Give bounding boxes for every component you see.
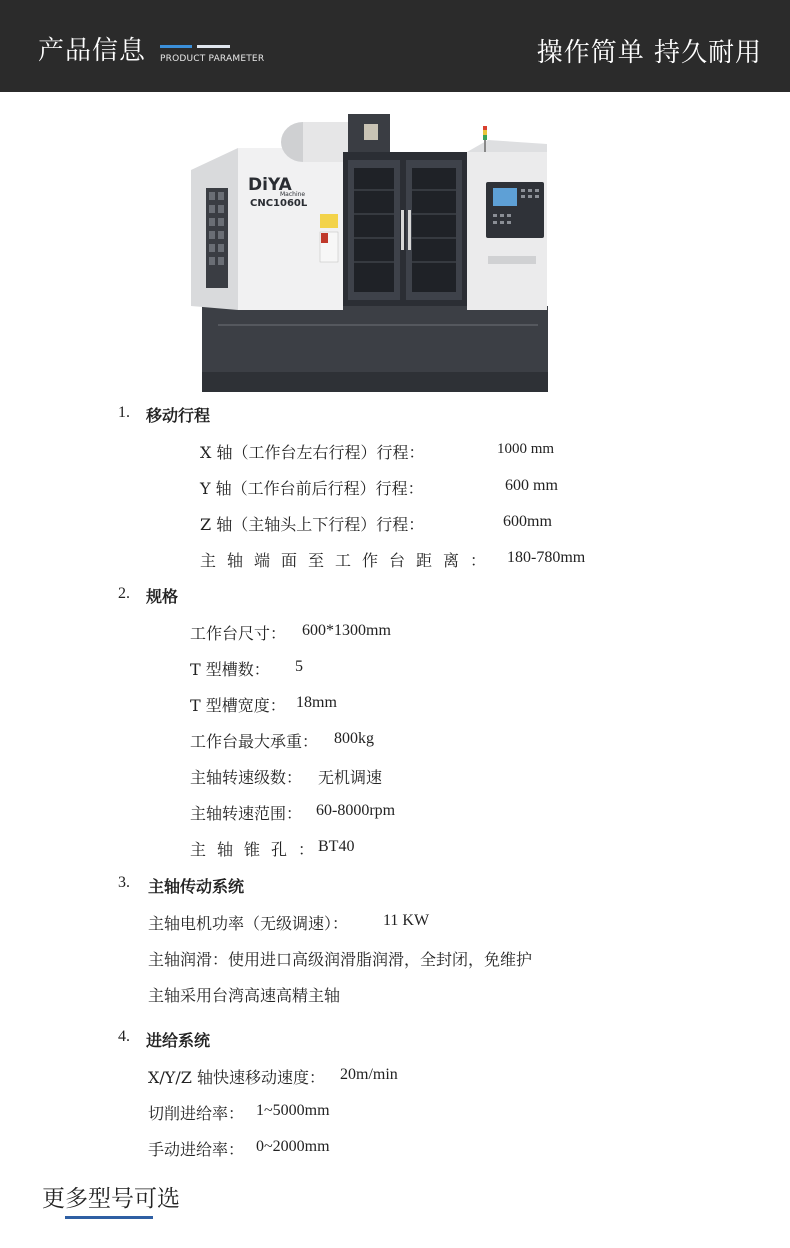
- section-number: 3.: [118, 874, 130, 891]
- spec-value: 800kg: [334, 730, 374, 747]
- more-models-heading: 更多型号可选: [42, 1186, 180, 1212]
- header-subtitle: PRODUCT PARAMETER: [160, 54, 265, 64]
- spec-label: Y 轴（工作台前后行程）行程：: [200, 479, 424, 498]
- spec-label: 主轴转速级数：: [190, 768, 303, 787]
- spec-value: 1000 mm: [497, 441, 555, 457]
- section-number: 1.: [118, 404, 130, 421]
- spec-value: 20m/min: [340, 1066, 398, 1083]
- spec-value: 11 KW: [383, 912, 430, 929]
- header-slogan: 操作简单 持久耐用: [536, 38, 762, 68]
- accent-bar-light: [197, 45, 230, 48]
- spec-label: X 轴（工作台左右行程）行程：: [200, 443, 425, 462]
- section-title-feed: 进给系统: [146, 1031, 211, 1050]
- spec-label: 手动进给率：: [148, 1140, 245, 1159]
- spec-label: T 型槽宽度：: [190, 696, 286, 715]
- heading-underline: [65, 1216, 153, 1219]
- spec-value: 0~2000mm: [256, 1138, 330, 1155]
- spec-value: 1~5000mm: [256, 1102, 330, 1119]
- spec-value: 5: [295, 658, 303, 675]
- spec-value: 600 mm: [505, 477, 558, 494]
- spec-label: 主轴端面至工作台距离：: [200, 551, 498, 570]
- machine-model: CNC1060L: [250, 198, 308, 209]
- spec-value: 无机调速: [318, 768, 383, 787]
- spec-value: 60-8000rpm: [316, 802, 396, 819]
- spec-label: 主轴锥孔：: [190, 840, 326, 859]
- spec-text: 主轴采用台湾高速高精主轴: [148, 986, 341, 1005]
- accent-bar: [160, 45, 192, 48]
- spec-value: 600*1300mm: [302, 622, 391, 639]
- spec-label: Z 轴（主轴头上下行程）行程：: [200, 515, 425, 534]
- header-title: 产品信息: [38, 36, 147, 66]
- spec-value: BT40: [318, 838, 355, 855]
- section-number: 4.: [118, 1028, 130, 1045]
- machine-brand-sub: Machine: [280, 191, 306, 198]
- spec-label: 主轴转速范围：: [190, 804, 303, 823]
- machine-brand: DiYA: [248, 175, 292, 195]
- header-banner: [0, 0, 790, 92]
- spec-value: 180-780mm: [507, 549, 586, 566]
- spec-value: 600mm: [503, 513, 552, 530]
- spec-label: 主轴电机功率（无级调速）：: [148, 914, 349, 933]
- section-title-travel: 移动行程: [146, 406, 211, 425]
- section-title-spec: 规格: [146, 587, 179, 606]
- section-number: 2.: [118, 585, 130, 602]
- spec-value: 18mm: [296, 694, 337, 711]
- spec-label: T 型槽数：: [190, 660, 270, 679]
- spec-label: 工作台尺寸：: [190, 624, 287, 643]
- section-title-spindle: 主轴传动系统: [148, 877, 245, 896]
- spec-text: 主轴润滑：使用进口高级润滑脂润滑，全封闭，免维护: [148, 950, 533, 969]
- spec-label: X/Y/Z 轴快速移动速度：: [148, 1068, 325, 1087]
- spec-label: 切削进给率：: [148, 1104, 245, 1123]
- spec-label: 工作台最大承重：: [190, 732, 319, 751]
- cnc-machine-image: [188, 110, 588, 400]
